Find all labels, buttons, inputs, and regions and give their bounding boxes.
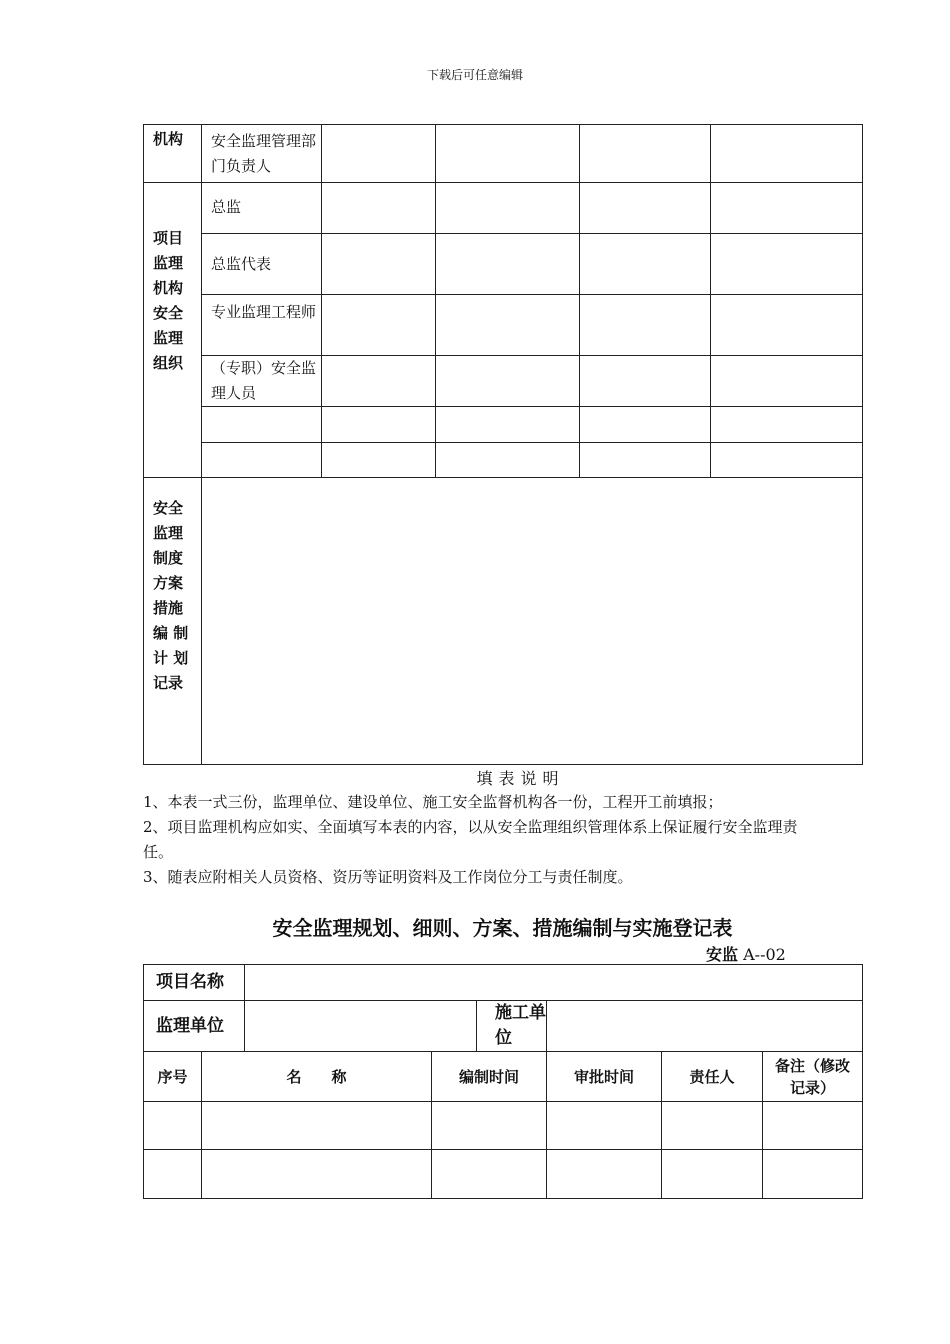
cell[interactable] xyxy=(763,1150,863,1199)
form-code: 安监 A--02 xyxy=(706,945,786,964)
cell[interactable] xyxy=(436,183,580,234)
jigou-label: 机构 xyxy=(144,125,202,183)
role-chief-deputy: 总监代表 xyxy=(202,234,322,295)
contractor-field[interactable] xyxy=(547,1001,863,1052)
cell[interactable] xyxy=(763,1102,863,1150)
plan-register-table xyxy=(143,964,863,1199)
cell[interactable] xyxy=(580,125,711,183)
col-approve-time: 审批时间 xyxy=(547,1052,662,1102)
col-compile-time: 编制时间 xyxy=(432,1052,547,1102)
cell[interactable] xyxy=(711,407,863,443)
cell[interactable] xyxy=(322,234,436,295)
cell[interactable] xyxy=(322,295,436,356)
contractor-label: 施工单位 xyxy=(477,1001,547,1052)
cell[interactable] xyxy=(436,356,580,407)
plan-label: 安全 监理 制度 方案 措施 编 制 计 划 记录 xyxy=(144,478,202,765)
cell[interactable] xyxy=(711,295,863,356)
cell[interactable] xyxy=(580,407,711,443)
cell[interactable] xyxy=(436,407,580,443)
cell[interactable] xyxy=(436,443,580,478)
cell[interactable] xyxy=(432,1150,547,1199)
table-row xyxy=(144,1150,863,1199)
plan-record-area[interactable] xyxy=(202,478,863,765)
role-chief-supervisor: 总监 xyxy=(202,183,322,234)
cell[interactable] xyxy=(436,295,580,356)
role-safety-dept-head: 安全监理管理部门负责人 xyxy=(202,125,322,183)
supervisor-field[interactable] xyxy=(245,1001,477,1052)
cell[interactable] xyxy=(711,234,863,295)
cell[interactable] xyxy=(322,407,436,443)
cell[interactable] xyxy=(580,356,711,407)
role-specialist-engineer: 专业监理工程师 xyxy=(202,295,322,356)
cell[interactable] xyxy=(580,183,711,234)
page-header: 下载后可任意编辑 xyxy=(426,68,523,82)
cell[interactable] xyxy=(580,443,711,478)
safety-org-table xyxy=(143,124,863,765)
role-safety-staff: （专职）安全监理人员 xyxy=(202,356,322,407)
cell[interactable] xyxy=(436,234,580,295)
cell[interactable] xyxy=(202,407,322,443)
table-row xyxy=(144,1102,863,1150)
instruction-3: 3、随表应附相关人员资格、资历等证明资料及工作岗位分工与责任制度。 xyxy=(143,868,633,886)
cell[interactable] xyxy=(711,125,863,183)
cell[interactable] xyxy=(547,1150,662,1199)
cell[interactable] xyxy=(322,183,436,234)
project-name-field[interactable] xyxy=(245,965,863,1001)
cell[interactable] xyxy=(711,443,863,478)
cell[interactable] xyxy=(547,1102,662,1150)
col-name: 名 称 xyxy=(202,1052,432,1102)
cell[interactable] xyxy=(144,1102,202,1150)
cell[interactable] xyxy=(662,1150,763,1199)
cell[interactable] xyxy=(436,125,580,183)
instruction-1: 1、本表一式三份，监理单位、建设单位、施工安全监督机构各一份，工程开工前填报； xyxy=(143,793,723,811)
cell[interactable] xyxy=(662,1102,763,1150)
supervisor-label: 监理单位 xyxy=(144,1001,245,1052)
cell[interactable] xyxy=(711,183,863,234)
project-name-label: 项目名称 xyxy=(144,965,245,1001)
cell[interactable] xyxy=(202,443,322,478)
cell[interactable] xyxy=(432,1102,547,1150)
cell[interactable] xyxy=(711,356,863,407)
instructions-title: 填表说明 xyxy=(476,769,565,788)
cell[interactable] xyxy=(322,125,436,183)
cell[interactable] xyxy=(322,443,436,478)
cell[interactable] xyxy=(580,295,711,356)
cell[interactable] xyxy=(144,1150,202,1199)
org-label: 项目 监理 机构 安全 监理 组织 xyxy=(144,183,202,478)
cell[interactable] xyxy=(202,1102,432,1150)
cell[interactable] xyxy=(322,356,436,407)
cell[interactable] xyxy=(202,1150,432,1199)
col-index: 序号 xyxy=(144,1052,202,1102)
cell[interactable] xyxy=(580,234,711,295)
instruction-2: 2、项目监理机构应如实、全面填写本表的内容，以从安全监理组织管理体系上保证履行安全监理责任。 xyxy=(143,818,798,861)
col-responsible: 责任人 xyxy=(662,1052,763,1102)
col-remarks: 备注（修改记录） xyxy=(763,1052,863,1102)
form-title: 安全监理规划、细则、方案、措施编制与实施登记表 xyxy=(272,916,733,940)
